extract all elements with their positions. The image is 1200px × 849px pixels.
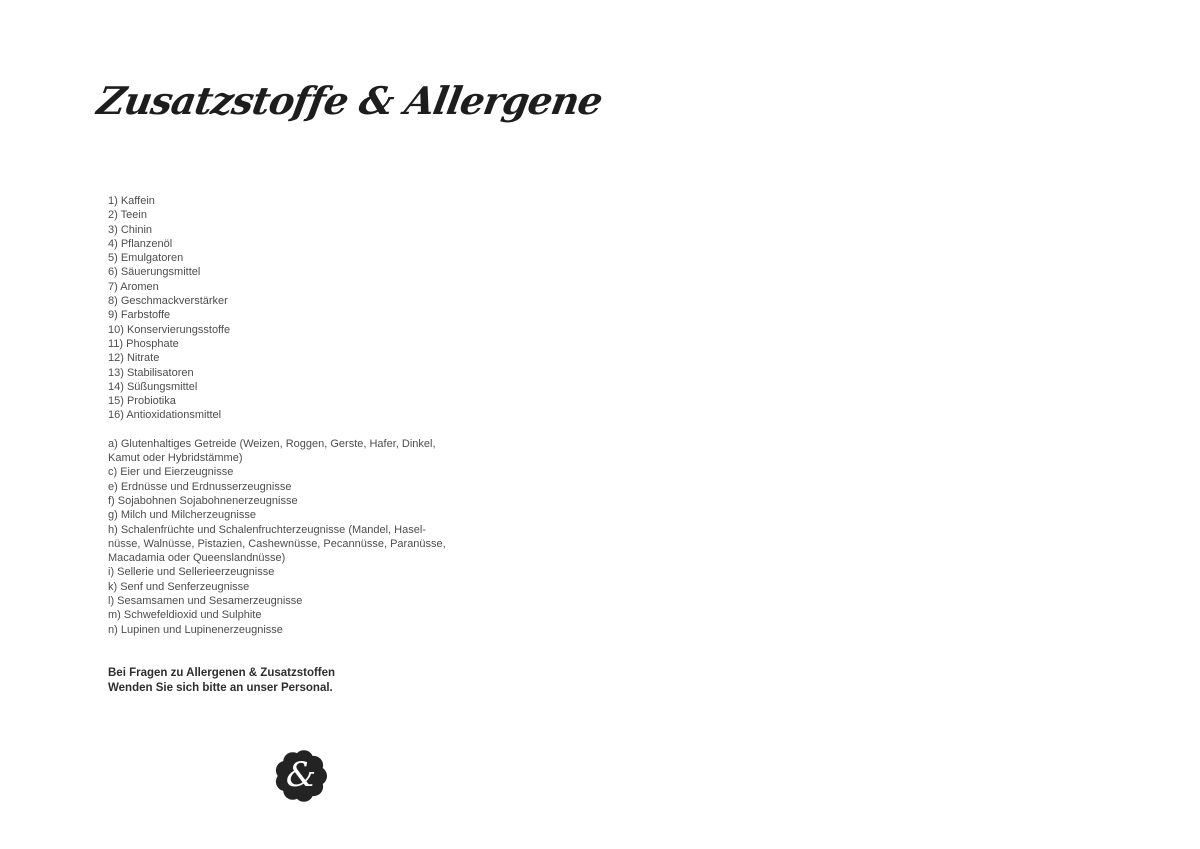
allergen-line: n) Lupinen und Lupinenerzeugnisse: [108, 623, 283, 636]
allergen-line: a) Glutenhaltiges Getreide (Weizen, Roggen, Gerste, Hafer, Dinkel,: [108, 437, 436, 450]
allergens-list: [108, 437, 488, 637]
allergen-line: Kamut oder Hybridstämme): [108, 452, 243, 465]
allergen-line: l) Sesamsamen und Sesamerzeugnisse: [108, 595, 303, 608]
additive-line: 10) Konservierungsstoffe: [108, 323, 231, 336]
additive-line: 6) Säuerungsmittel: [108, 266, 201, 279]
additive-line: 7) Aromen: [108, 280, 159, 293]
page-title: Zusatzstoffe & Allergene: [94, 78, 606, 123]
allergen-line: nüsse, Walnüsse, Pistazien, Cashewnüsse, Pecannüsse, Paranüsse,: [108, 537, 446, 550]
additive-line: 13) Stabilisatoren: [108, 366, 194, 379]
additives-list: [108, 194, 488, 423]
allergen-line: g) Milch und Milcherzeugnisse: [108, 509, 256, 522]
allergen-line: m) Schwefeldioxid und Sulphite: [108, 609, 262, 622]
footer-note: [108, 666, 335, 695]
allergen-line: e) Erdnüsse und Erdnusserzeugnisse: [108, 480, 292, 493]
footer-line-2: Wenden Sie sich bitte an unser Personal.: [108, 681, 333, 694]
additive-line: 2) Teein: [108, 209, 147, 222]
additive-line: 5) Emulgatoren: [108, 252, 184, 265]
allergen-line: k) Senf und Senferzeugnisse: [108, 580, 250, 593]
additive-line: 15) Probiotika: [108, 395, 176, 408]
additive-line: 1) Kaffein: [108, 195, 155, 207]
additive-line: 14) Süßungsmittel: [108, 380, 198, 393]
footer-line-1: Bei Fragen zu Allergenen & Zusatzstoffen: [108, 667, 336, 679]
additive-line: 16) Antioxidationsmittel: [108, 409, 222, 422]
additive-line: 8) Geschmackverstärker: [108, 295, 228, 308]
allergen-line: Macadamia oder Queenslandnüsse): [108, 552, 286, 565]
allergen-line: i) Sellerie und Sellerieerzeugnisse: [108, 566, 275, 579]
additive-line: 9) Farbstoffe: [108, 309, 171, 322]
additive-line: 4) Pflanzenöl: [108, 237, 173, 250]
ampersand-icon: &: [285, 754, 317, 795]
additive-line: 11) Phosphate: [108, 337, 179, 350]
allergen-line: f) Sojabohnen Sojabohnenerzeugnisse: [108, 494, 298, 507]
ampersand-logo-badge: [274, 749, 328, 803]
allergen-line: c) Eier und Eierzeugnisse: [108, 466, 234, 479]
allergen-line: h) Schalenfrüchte und Schalenfruchterzeugnisse (Mandel, Hasel-: [108, 523, 426, 536]
additive-line: 3) Chinin: [108, 223, 153, 236]
additive-line: 12) Nitrate: [108, 352, 160, 365]
lists-container: [108, 194, 488, 637]
